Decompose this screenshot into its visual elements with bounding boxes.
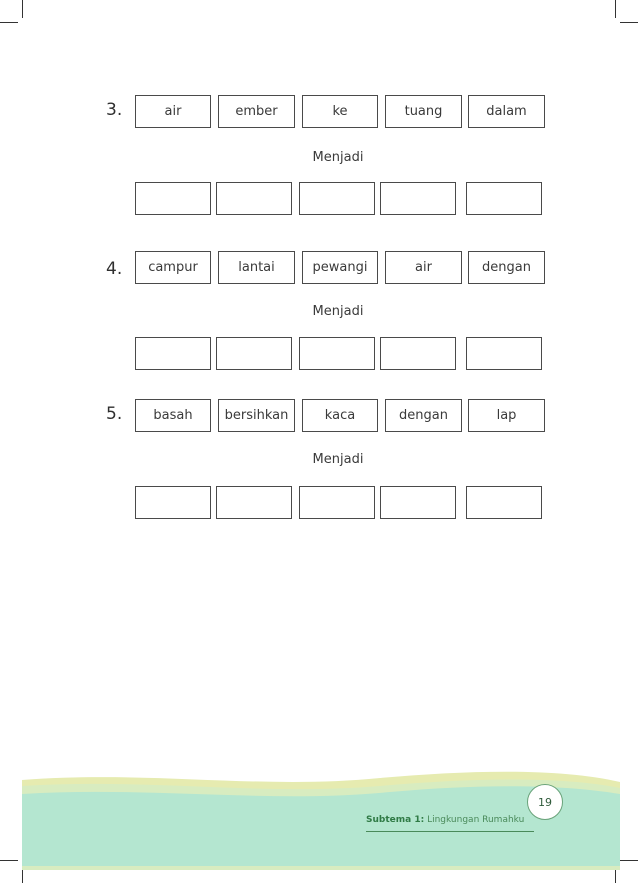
subtema-underline: [366, 831, 534, 832]
subtema-prefix: Subtema 1:: [366, 815, 425, 825]
exercise-number: 3.: [106, 100, 123, 120]
word-card[interactable]: kaca: [302, 399, 378, 432]
exercise-number: 4.: [106, 259, 123, 279]
answer-box[interactable]: [466, 486, 542, 519]
word-card[interactable]: bersihkan: [218, 399, 295, 432]
crop-mark: [615, 0, 616, 18]
word-card[interactable]: air: [385, 251, 462, 284]
answer-box[interactable]: [135, 182, 211, 215]
word-card[interactable]: air: [135, 95, 211, 128]
answer-box[interactable]: [380, 337, 456, 370]
subtema-title: Lingkungan Rumahku: [427, 815, 525, 825]
answer-box[interactable]: [466, 182, 542, 215]
result-label: Menjadi: [312, 150, 364, 165]
subtema-caption: [366, 815, 524, 825]
word-card[interactable]: lantai: [218, 251, 295, 284]
answer-box[interactable]: [216, 486, 292, 519]
answer-box[interactable]: [299, 337, 375, 370]
answer-box[interactable]: [216, 337, 292, 370]
crop-mark: [0, 22, 18, 23]
answer-box[interactable]: [135, 486, 211, 519]
crop-mark: [620, 22, 638, 23]
word-card[interactable]: lap: [468, 399, 545, 432]
answer-box[interactable]: [466, 337, 542, 370]
exercise-number: 5.: [106, 404, 123, 424]
word-card[interactable]: dengan: [468, 251, 545, 284]
answer-box[interactable]: [135, 337, 211, 370]
answer-box[interactable]: [380, 486, 456, 519]
answer-box[interactable]: [380, 182, 456, 215]
page-number-badge: 19: [527, 784, 563, 820]
word-card[interactable]: basah: [135, 399, 211, 432]
answer-box[interactable]: [299, 486, 375, 519]
result-label: Menjadi: [312, 304, 364, 319]
word-card[interactable]: ember: [218, 95, 295, 128]
word-card[interactable]: ke: [302, 95, 378, 128]
crop-mark: [22, 0, 23, 18]
word-card[interactable]: tuang: [385, 95, 462, 128]
word-card[interactable]: campur: [135, 251, 211, 284]
word-card[interactable]: dengan: [385, 399, 462, 432]
answer-box[interactable]: [216, 182, 292, 215]
word-card[interactable]: pewangi: [302, 251, 378, 284]
answer-box[interactable]: [299, 182, 375, 215]
result-label: Menjadi: [312, 452, 364, 467]
word-card[interactable]: dalam: [468, 95, 545, 128]
